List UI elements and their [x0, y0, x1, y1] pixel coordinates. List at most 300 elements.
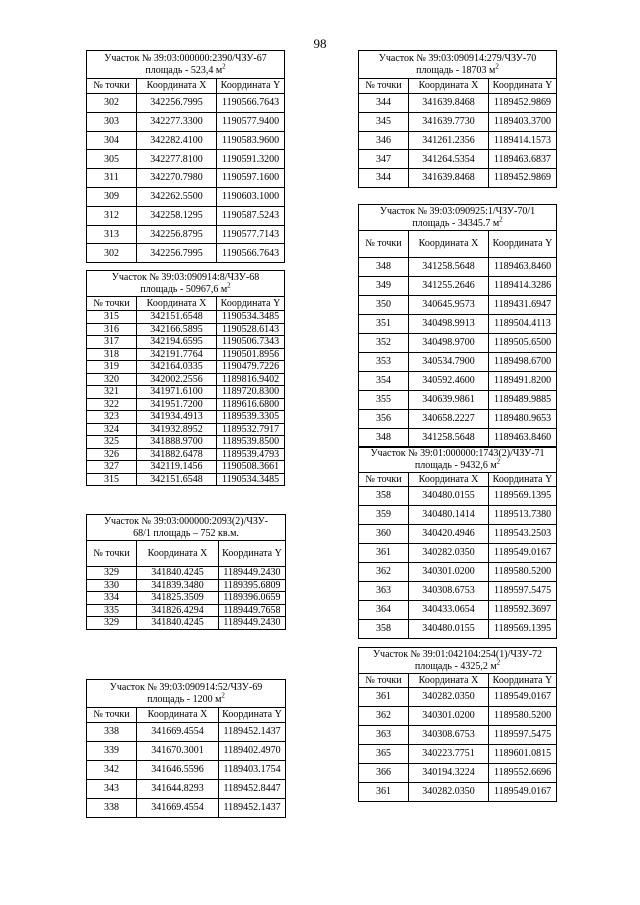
point-number: 313: [87, 225, 137, 244]
coordinate-x: 340420.4946: [409, 525, 489, 544]
coordinate-x: 341639.8468: [409, 169, 489, 188]
header-coordinate-y: Координата Y: [217, 79, 285, 94]
point-number: 320: [87, 373, 137, 386]
coordinate-y: 1189504.4113: [489, 315, 557, 334]
table-title: [359, 648, 557, 674]
area-unit-superscript: 2: [227, 281, 231, 290]
coordinate-x: 340534.7900: [409, 353, 489, 372]
table-row: [87, 411, 285, 424]
coordinate-y: 1190603.1000: [217, 187, 285, 206]
coordinate-y: 1189539.3305: [217, 411, 285, 424]
coordinate-x: 342258.1295: [137, 206, 217, 225]
parcel-area: площадь - 9432,6 м: [414, 459, 497, 471]
table-row: [87, 373, 285, 386]
coordinate-x: 342256.7995: [137, 244, 217, 263]
parcel-number: Участок № 39:03:090914:52/ЧЗУ-69: [109, 682, 263, 693]
coordinate-x: 341646.5596: [137, 761, 219, 780]
point-number: 355: [359, 391, 409, 410]
table-row: [359, 601, 557, 620]
parcel-number: Участок № 39:03:090925:1/ЧЗУ-70/1: [379, 206, 536, 217]
table-header-row: [87, 79, 285, 94]
coordinate-x: 342277.3300: [137, 112, 217, 131]
coordinate-x: 340301.0200: [409, 563, 489, 582]
point-number: 352: [359, 334, 409, 353]
point-number: 349: [359, 277, 409, 296]
point-number: 330: [87, 579, 137, 592]
coordinate-y: 1189597.5475: [489, 582, 557, 601]
coordinate-y: 1190566.7643: [217, 244, 285, 263]
coordinate-x: 342164.0335: [137, 361, 217, 374]
coordinate-x: 341258.5648: [409, 258, 489, 277]
page-number: 98: [313, 36, 327, 51]
point-number: 343: [87, 780, 137, 799]
point-number: 338: [87, 799, 137, 818]
header-coordinate-y: Координата Y: [219, 541, 286, 567]
coordinate-x: 340658.2227: [409, 410, 489, 429]
table-row: [87, 336, 285, 349]
coordinate-y: 1189452.8447: [219, 780, 286, 799]
table-row: [359, 506, 557, 525]
coordinate-y: 1189414.1573: [489, 131, 557, 150]
point-number: 361: [359, 688, 409, 707]
table-row: [359, 745, 557, 764]
coordinate-y: 1189431.6947: [489, 296, 557, 315]
parcel-area: площадь - 523,4 м: [145, 64, 223, 76]
table-row: [87, 780, 286, 799]
coordinate-x: 340433.0654: [409, 601, 489, 620]
table-row: [359, 372, 557, 391]
table-row: [359, 582, 557, 601]
header-coordinate-x: Координата X: [137, 541, 219, 567]
coordinate-x: 342002.2556: [137, 373, 217, 386]
coordinate-x: 342277.8100: [137, 150, 217, 169]
parcel-area: площадь - 1200 м: [147, 693, 222, 705]
table-row: [359, 315, 557, 334]
header-point-number: № точки: [87, 708, 137, 723]
header-point-number: № точки: [359, 674, 409, 688]
table-title: [87, 515, 286, 541]
table-row: [87, 244, 285, 263]
coordinate-table: [358, 446, 557, 639]
coordinate-y: 1189549.0167: [489, 544, 557, 563]
header-coordinate-y: Координата Y: [489, 79, 557, 94]
header-coordinate-y: Координата Y: [489, 231, 557, 258]
table-row: [359, 277, 557, 296]
table-row: [359, 334, 557, 353]
table-title: [359, 447, 557, 473]
table-title: [359, 51, 557, 79]
point-number: 361: [359, 783, 409, 802]
coordinate-x: 342256.8795: [137, 225, 217, 244]
point-number: 351: [359, 315, 409, 334]
coordinate-x: 342151.6548: [137, 473, 217, 486]
table-row: [87, 361, 285, 374]
coordinate-x: 341264.5354: [409, 150, 489, 169]
coordinate-y: 1189569.1395: [489, 487, 557, 506]
table-header-row: [359, 79, 557, 94]
header-coordinate-x: Координата X: [409, 473, 489, 487]
table-row: [359, 150, 557, 169]
table-header-row: [87, 297, 285, 311]
parcel-number: Участок № 39:03:090914:279/ЧЗУ-70: [378, 53, 537, 64]
table-row: [359, 112, 557, 131]
table-row: [359, 487, 557, 506]
table-row: [87, 398, 285, 411]
coordinate-x: 341932.8952: [137, 423, 217, 436]
point-number: 324: [87, 423, 137, 436]
table-row: [87, 592, 286, 605]
coordinate-y: 1189532.7917: [217, 423, 285, 436]
table-row: [87, 386, 285, 399]
coordinate-x: 340592.4600: [409, 372, 489, 391]
coordinate-y: 1190566.7643: [217, 94, 285, 113]
coordinate-x: 342119.1456: [137, 461, 217, 474]
coordinate-y: 1189616.6800: [217, 398, 285, 411]
point-number: 309: [87, 187, 137, 206]
table-row: [87, 206, 285, 225]
table-row: [359, 563, 557, 582]
coordinate-x: 342256.7995: [137, 94, 217, 113]
point-number: 303: [87, 112, 137, 131]
table-row: [87, 617, 286, 630]
table-row: [359, 688, 557, 707]
coordinate-x: 342194.6595: [137, 336, 217, 349]
coordinate-y: 1189816.9402: [217, 373, 285, 386]
point-number: 325: [87, 436, 137, 449]
table-row: [359, 410, 557, 429]
coordinate-y: 1189491.8200: [489, 372, 557, 391]
point-number: 363: [359, 726, 409, 745]
parcel-area: площадь - 34345.7 м: [412, 217, 500, 229]
point-number: 344: [359, 169, 409, 188]
table-row: [87, 423, 285, 436]
coordinate-x: 340645.9573: [409, 296, 489, 315]
coordinate-x: 341669.4554: [137, 723, 219, 742]
coordinate-x: 340498.9913: [409, 315, 489, 334]
point-number: 361: [359, 544, 409, 563]
coordinate-y: 1190479.7226: [217, 361, 285, 374]
coordinate-y: 1189549.0167: [489, 783, 557, 802]
point-number: 346: [359, 131, 409, 150]
coordinate-y: 1190528.6143: [217, 323, 285, 336]
parcel-area: площадь - 4325,2 м: [414, 660, 497, 672]
table-row: [359, 707, 557, 726]
table-row: [359, 169, 557, 188]
header-coordinate-x: Координата X: [137, 297, 217, 311]
coordinate-y: 1189452.1437: [219, 723, 286, 742]
table-row: [87, 723, 286, 742]
coordinate-x: 342151.6548: [137, 311, 217, 324]
coordinate-x: 341639.7730: [409, 112, 489, 131]
coordinate-x: 341951.7200: [137, 398, 217, 411]
point-number: 316: [87, 323, 137, 336]
table-row: [87, 436, 285, 449]
coordinate-y: 1189592.3697: [489, 601, 557, 620]
table-row: [87, 225, 285, 244]
coordinate-y: 1190597.1600: [217, 169, 285, 188]
coordinate-y: 1189539.8500: [217, 436, 285, 449]
coordinate-y: 1189402.4970: [219, 742, 286, 761]
table-row: [359, 296, 557, 315]
coordinate-x: 340308.6753: [409, 726, 489, 745]
table-row: [359, 544, 557, 563]
area-unit-superscript: 2: [499, 215, 503, 224]
coordinate-x: 341825.3509: [137, 592, 219, 605]
coordinate-x: 342191.7764: [137, 348, 217, 361]
parcel-number: Участок № 39:01:000000:1743(2)/ЧЗУ-71: [370, 448, 545, 459]
point-number: 358: [359, 487, 409, 506]
point-number: 350: [359, 296, 409, 315]
table-row: [87, 187, 285, 206]
point-number: 312: [87, 206, 137, 225]
coordinate-x: 341261.2356: [409, 131, 489, 150]
point-number: 362: [359, 707, 409, 726]
header-coordinate-x: Координата X: [409, 231, 489, 258]
point-number: 348: [359, 258, 409, 277]
table-row: [359, 353, 557, 372]
table-row: [87, 311, 285, 324]
coordinate-x: 341670.3001: [137, 742, 219, 761]
coordinate-y: 1189580.5200: [489, 563, 557, 582]
parcel-number: Участок № 39:03:090914:8/ЧЗУ-68: [111, 272, 260, 283]
point-number: 356: [359, 410, 409, 429]
point-number: 365: [359, 745, 409, 764]
table-row: [87, 742, 286, 761]
point-number: 353: [359, 353, 409, 372]
coordinate-y: 1189720.8300: [217, 386, 285, 399]
coordinate-x: 341826.4294: [137, 604, 219, 617]
point-number: 366: [359, 764, 409, 783]
coordinate-y: 1189505.6500: [489, 334, 557, 353]
coordinate-y: 1189539.4793: [217, 448, 285, 461]
coordinate-y: 1189480.9653: [489, 410, 557, 429]
coordinate-x: 340282.0350: [409, 688, 489, 707]
coordinate-x: 341971.6100: [137, 386, 217, 399]
coordinate-y: 1190501.8956: [217, 348, 285, 361]
parcel-number: Участок № 39:03:000000:2093(2)/ЧЗУ-: [103, 516, 269, 527]
coordinate-y: 1189396.0659: [219, 592, 286, 605]
coordinate-x: 342166.5895: [137, 323, 217, 336]
area-unit-superscript: 2: [496, 658, 501, 667]
coordinate-x: 342270.7980: [137, 169, 217, 188]
coordinate-x: 340194.3224: [409, 764, 489, 783]
point-number: 318: [87, 348, 137, 361]
header-coordinate-x: Координата X: [409, 79, 489, 94]
coordinate-y: 1189463.6837: [489, 150, 557, 169]
point-number: 345: [359, 112, 409, 131]
point-number: 311: [87, 169, 137, 188]
point-number: 329: [87, 617, 137, 630]
coordinate-table: [86, 514, 286, 630]
point-number: 334: [87, 592, 137, 605]
coordinate-y: 1189463.8460: [489, 258, 557, 277]
coordinate-x: 341255.2646: [409, 277, 489, 296]
table-row: [87, 112, 285, 131]
table-title: [359, 205, 557, 231]
area-unit-superscript: 2: [221, 691, 225, 700]
point-number: 363: [359, 582, 409, 601]
parcel-area: 68/1 площадь – 752 кв.м.: [133, 527, 239, 539]
coordinate-x: 340480.1414: [409, 506, 489, 525]
point-number: 348: [359, 429, 409, 448]
table-row: [87, 799, 286, 818]
point-number: 323: [87, 411, 137, 424]
point-number: 364: [359, 601, 409, 620]
table-row: [359, 525, 557, 544]
coordinate-table: [86, 50, 285, 263]
table-row: [87, 567, 286, 580]
table-row: [359, 258, 557, 277]
table-row: [87, 169, 285, 188]
coordinate-x: 340223.7751: [409, 745, 489, 764]
header-coordinate-x: Координата X: [137, 708, 219, 723]
coordinate-y: 1190506.7343: [217, 336, 285, 349]
header-point-number: № точки: [359, 473, 409, 487]
table-header-row: [359, 674, 557, 688]
area-unit-superscript: 2: [496, 457, 501, 466]
coordinate-table: [358, 204, 557, 448]
coordinate-x: 340498.9700: [409, 334, 489, 353]
coordinate-y: 1189552.6696: [489, 764, 557, 783]
coordinate-y: 1190534.3485: [217, 473, 285, 486]
coordinate-y: 1189498.6700: [489, 353, 557, 372]
header-coordinate-x: Координата X: [409, 674, 489, 688]
table-header-row: [87, 708, 286, 723]
table-row: [359, 131, 557, 150]
point-number: 321: [87, 386, 137, 399]
point-number: 335: [87, 604, 137, 617]
header-point-number: № точки: [359, 231, 409, 258]
table-row: [87, 579, 286, 592]
parcel-number: Участок № 39:03:000000:2390/ЧЗУ-67: [104, 53, 267, 64]
point-number: 339: [87, 742, 137, 761]
coordinate-y: 1189395.6809: [219, 579, 286, 592]
coordinate-table: [86, 679, 286, 818]
coordinate-x: 340639.9861: [409, 391, 489, 410]
point-number: 305: [87, 150, 137, 169]
table-row: [87, 761, 286, 780]
area-unit-superscript: 2: [495, 62, 499, 71]
coordinate-y: 1189452.1437: [219, 799, 286, 818]
coordinate-y: 1189403.1754: [219, 761, 286, 780]
coordinate-y: 1190587.5243: [217, 206, 285, 225]
coordinate-x: 341934.4913: [137, 411, 217, 424]
parcel-area: площадь - 18703 м: [416, 64, 496, 76]
coordinate-y: 1189449.7658: [219, 604, 286, 617]
coordinate-y: 1189414.3286: [489, 277, 557, 296]
table-title: [87, 271, 285, 297]
coordinate-y: 1189569.1395: [489, 620, 557, 639]
table-header-row: [87, 541, 286, 567]
table-header-row: [359, 473, 557, 487]
point-number: 347: [359, 150, 409, 169]
point-number: 315: [87, 473, 137, 486]
point-number: 338: [87, 723, 137, 742]
coordinate-y: 1190534.3485: [217, 311, 285, 324]
table-row: [87, 448, 285, 461]
coordinate-x: 341644.8293: [137, 780, 219, 799]
coordinate-y: 1189403.3700: [489, 112, 557, 131]
table-row: [359, 726, 557, 745]
parcel-area: площадь - 50967,6 м: [140, 283, 228, 295]
point-number: 358: [359, 620, 409, 639]
point-number: 359: [359, 506, 409, 525]
table-row: [87, 461, 285, 474]
coordinate-x: 341639.8468: [409, 94, 489, 113]
table-row: [359, 94, 557, 113]
point-number: 329: [87, 567, 137, 580]
table-row: [359, 620, 557, 639]
coordinate-y: 1190583.9600: [217, 131, 285, 150]
coordinate-y: 1190577.9400: [217, 112, 285, 131]
table-row: [87, 348, 285, 361]
point-number: 302: [87, 244, 137, 263]
table-row: [87, 323, 285, 336]
header-point-number: № точки: [87, 541, 137, 567]
table-row: [87, 131, 285, 150]
coordinate-y: 1189601.0815: [489, 745, 557, 764]
header-coordinate-y: Координата Y: [219, 708, 286, 723]
coordinate-y: 1189549.0167: [489, 688, 557, 707]
coordinate-x: 341840.4245: [137, 567, 219, 580]
coordinate-x: 340480.0155: [409, 620, 489, 639]
coordinate-table: [86, 270, 285, 486]
coordinate-y: 1189597.5475: [489, 726, 557, 745]
header-point-number: № точки: [359, 79, 409, 94]
header-coordinate-y: Координата Y: [489, 473, 557, 487]
table-header-row: [359, 231, 557, 258]
table-row: [87, 473, 285, 486]
coordinate-x: 342282.4100: [137, 131, 217, 150]
point-number: 344: [359, 94, 409, 113]
coordinate-x: 340480.0155: [409, 487, 489, 506]
coordinate-y: 1190577.7143: [217, 225, 285, 244]
header-coordinate-x: Координата X: [137, 79, 217, 94]
point-number: 362: [359, 563, 409, 582]
header-point-number: № точки: [87, 297, 137, 311]
coordinate-y: 1189489.9885: [489, 391, 557, 410]
point-number: 304: [87, 131, 137, 150]
coordinate-x: 341669.4554: [137, 799, 219, 818]
coordinate-x: 341258.5648: [409, 429, 489, 448]
coordinate-table: [358, 50, 557, 188]
coordinate-y: 1189449.2430: [219, 567, 286, 580]
coordinate-x: 341888.9700: [137, 436, 217, 449]
point-number: 302: [87, 94, 137, 113]
coordinate-y: 1190508.3661: [217, 461, 285, 474]
coordinate-x: 340282.0350: [409, 544, 489, 563]
coordinate-y: 1189513.7380: [489, 506, 557, 525]
table-row: [87, 94, 285, 113]
point-number: 315: [87, 311, 137, 324]
coordinate-y: 1190591.3200: [217, 150, 285, 169]
point-number: 317: [87, 336, 137, 349]
table-row: [359, 391, 557, 410]
point-number: 360: [359, 525, 409, 544]
coordinate-x: 340282.0350: [409, 783, 489, 802]
table-row: [359, 764, 557, 783]
table-title: [87, 51, 285, 79]
coordinate-x: 340301.0200: [409, 707, 489, 726]
point-number: 322: [87, 398, 137, 411]
table-row: [87, 150, 285, 169]
coordinate-y: 1189452.9869: [489, 169, 557, 188]
coordinate-y: 1189543.2503: [489, 525, 557, 544]
table-row: [87, 604, 286, 617]
table-title: [87, 680, 286, 708]
parcel-number: Участок № 39:01:042104:254(1)/ЧЗУ-72: [372, 649, 543, 660]
coordinate-y: 1189580.5200: [489, 707, 557, 726]
